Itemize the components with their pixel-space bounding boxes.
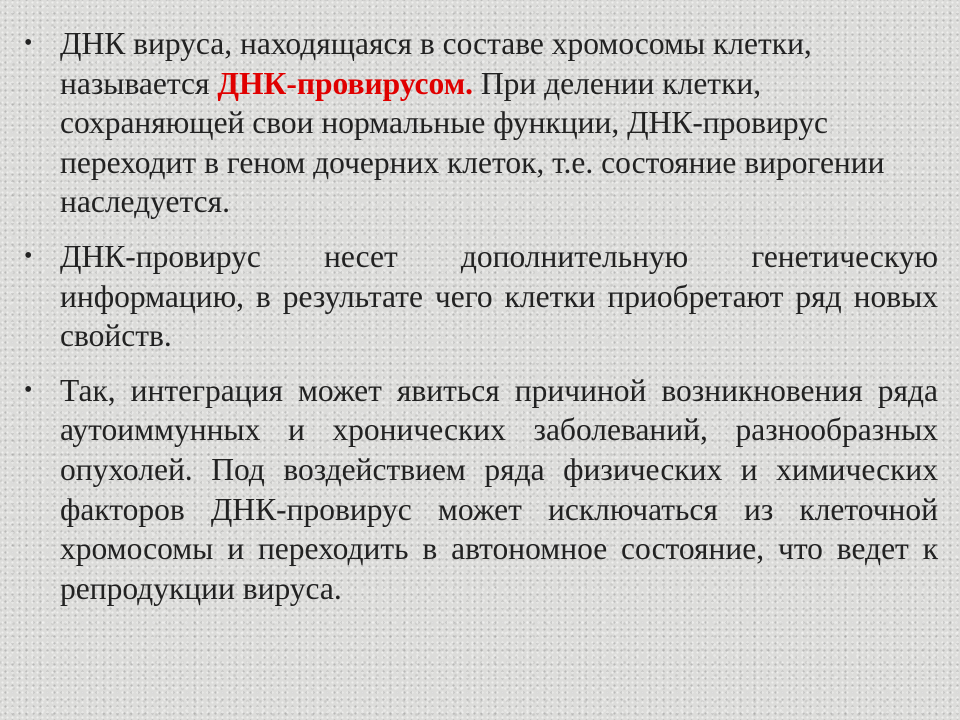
bullet-dot-icon: • [24, 30, 33, 56]
bullet-dot-icon: • [24, 376, 33, 403]
bullet-item-1 [22, 24, 938, 222]
bullet-text-3: Так, интеграция может явиться причиной возникновения ряда аутоиммунных и хронических заболеваний, разнообразных опухолей. Под воздействием ряда физических и химических факторов ДНК-провирус может исключаться из клеточной хромосомы и переходить в автономное состояние, что ведет к репродукции вируса. [60, 372, 938, 606]
bullet-dot-icon: • [24, 242, 33, 269]
bullet-list [22, 24, 938, 608]
bullet-item-2 [22, 237, 938, 356]
bullet-1-text-before: ДНК вируса, находящаяся в составе хромосомы клетки, называется [60, 26, 812, 101]
bullet-text-2: ДНК-провирус несет дополнительную генетическую информацию, в результате чего клетки приобретают ряд новых свойств. [60, 238, 938, 354]
provirus-term-highlight: ДНК-провирусом. [217, 65, 474, 101]
bullet-text-1 [60, 24, 938, 222]
bullet-item-3 [22, 371, 938, 609]
bullet-1-text-after: При делении клетки, сохраняющей свои нормальные функции, ДНК-провирус переходит в геном дочерних клеток, т.е. состояние вирогении наследуется. [60, 65, 885, 220]
